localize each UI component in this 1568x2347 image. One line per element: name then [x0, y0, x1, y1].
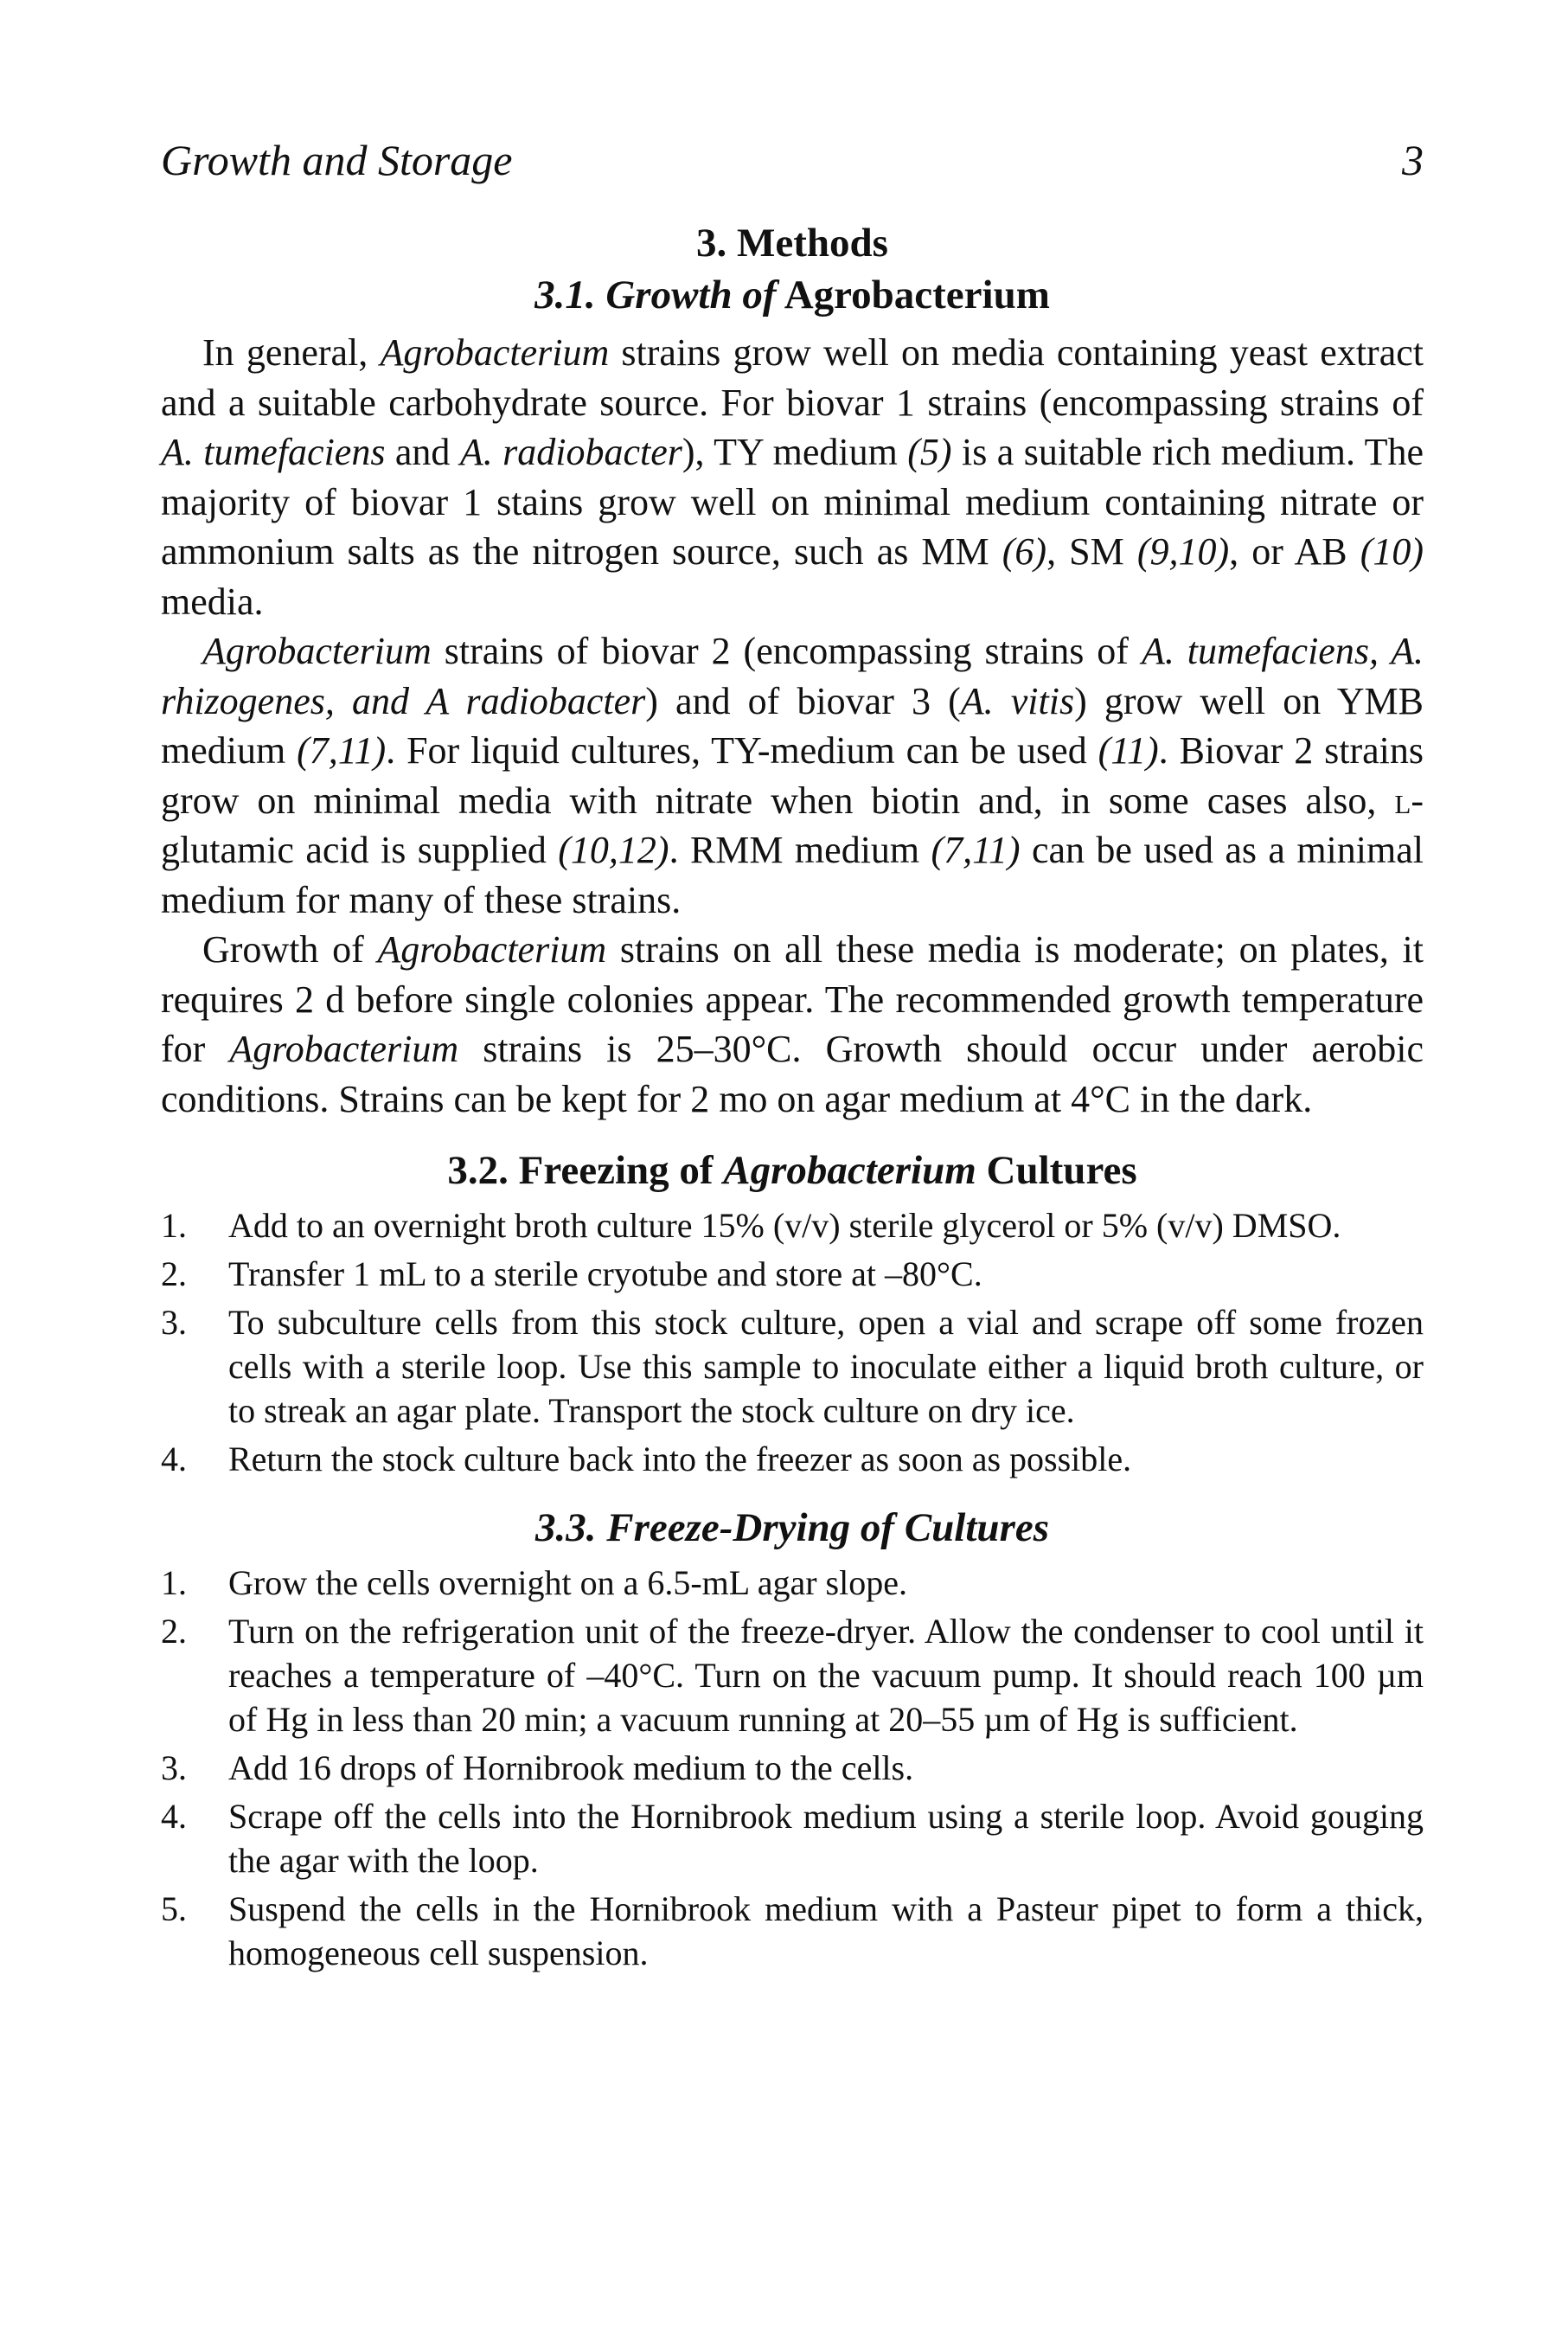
step-number: 5.: [161, 1889, 187, 1928]
list-item: [161, 1300, 1424, 1433]
text-run: strains is 25–30°C. Growth should occur under aerobic conditions. Strains can be kept for 2 mo on agar medium at 4°C in the dark.: [161, 1028, 1424, 1120]
freezing-steps: [161, 1203, 1424, 1481]
list-item: [161, 1887, 1424, 1975]
paragraph: [161, 328, 1424, 626]
text-run: can be used as a minimal medium for many of these strains.: [161, 829, 1424, 921]
italic-run: A. tumefaciens, A. rhizogenes, and A radiobacter: [161, 630, 1424, 722]
methods-heading: 3. Methods: [696, 221, 888, 266]
text-run: , or AB: [1229, 530, 1360, 573]
text-run: ) grow well on YMB medium: [161, 679, 1424, 772]
section-32-title-post: Cultures: [986, 1148, 1137, 1193]
step-number: 1.: [161, 1563, 187, 1602]
step-text: Return the stock culture back into the freezer as soon as possible.: [228, 1440, 1132, 1478]
italic-run: Agrobacterium: [229, 1028, 459, 1070]
step-number: 4.: [161, 1440, 187, 1478]
step-text: Add to an overnight broth culture 15% (v/v) sterile glycerol or 5% (v/v) DMSO.: [228, 1206, 1341, 1245]
step-number: 3.: [161, 1748, 187, 1787]
italic-run: A. vitis: [960, 679, 1075, 722]
section-31-body: [161, 328, 1424, 1124]
text-run: strains grow well on media containing yeast extract and a suitable carbohydrate source. For biovar 1 strains (encompassing strains of: [161, 331, 1424, 424]
text-run: -glutamic acid is supplied: [161, 779, 1424, 871]
italic-run: (11): [1098, 729, 1159, 772]
running-head: [161, 134, 1424, 186]
step-number: 2.: [161, 1254, 187, 1293]
italic-run: Agrobacterium: [377, 928, 607, 971]
section-33-heading: [161, 1504, 1424, 1552]
italic-run: Agrobacterium: [380, 331, 610, 374]
running-title: Growth and Storage: [161, 136, 513, 184]
section-32-title-pre: Freezing of: [518, 1148, 714, 1193]
italic-run: Agrobacterium: [202, 630, 432, 672]
step-text: Transfer 1 mL to a sterile cryotube and store at –80°C.: [228, 1254, 982, 1293]
text-run: ) and of biovar 3 (: [645, 679, 961, 722]
text-run: Growth of: [202, 928, 378, 971]
italic-run: A. tumefaciens: [161, 431, 386, 473]
italic-run: (7,11): [297, 729, 387, 772]
section-32-number: 3.2.: [447, 1148, 509, 1193]
paragraph: [161, 925, 1424, 1124]
list-item: [161, 1437, 1424, 1481]
step-text: Scrape off the cells into the Hornibrook medium using a sterile loop. Avoid gouging the agar with the loop.: [228, 1797, 1424, 1880]
step-text: Add 16 drops of Hornibrook medium to the cells.: [228, 1748, 914, 1787]
step-text: Grow the cells overnight on a 6.5-mL agar slope.: [228, 1563, 907, 1602]
section-32-title-italic: Agrobacterium: [723, 1148, 976, 1193]
list-item: [161, 1203, 1424, 1247]
text-run: ), TY medium: [682, 431, 908, 473]
text-run: strains on all these media is moderate; on plates, it requires 2 d before single colonies appear. The recommended growth temperature for: [161, 928, 1424, 1070]
list-item: [161, 1252, 1424, 1296]
section-31-title-roman: Agrobacterium: [784, 273, 1050, 317]
text-run: , SM: [1046, 530, 1137, 573]
step-number: 1.: [161, 1206, 187, 1245]
italic-run: (6): [1002, 530, 1047, 573]
italic-run: (5): [907, 431, 952, 473]
page-number: 3: [1402, 136, 1424, 184]
text-run: strains of biovar 2 (encompassing strains of: [431, 630, 1142, 672]
italic-run: A. radiobacter: [459, 431, 682, 473]
section-31-number: 3.1.: [534, 273, 596, 317]
section-31-heading: [161, 271, 1424, 319]
text-run: l: [1394, 779, 1411, 822]
text-run: In general,: [202, 331, 381, 374]
section-33-title: Freeze-Drying of Cultures: [606, 1505, 1050, 1550]
step-number: 2.: [161, 1612, 187, 1651]
list-item: [161, 1561, 1424, 1605]
section-33-number: 3.3.: [534, 1505, 597, 1550]
italic-run: (10): [1360, 530, 1424, 573]
step-text: Turn on the refrigeration unit of the freeze-dryer. Allow the condenser to cool until it reaches a temperature of –40°C. Turn on the vacuum pump. It should reach 100 µm of Hg in less than 20 min; a vacuum running at 20–55 µm of Hg is sufficient.: [228, 1612, 1424, 1739]
list-item: [161, 1746, 1424, 1790]
paragraph: [161, 626, 1424, 925]
step-text: To subculture cells from this stock culture, open a vial and scrape off some frozen cells with a sterile loop. Use this sample to inoculate either a liquid broth culture, or to streak an agar plate. Transport the stock culture on dry ice.: [228, 1303, 1424, 1430]
page: [161, 134, 1424, 1979]
text-run: . Biovar 2 strains grow on minimal media with nitrate when biotin and, in some cases also,: [161, 729, 1424, 822]
section-32-heading: [161, 1146, 1424, 1195]
freeze-drying-steps: [161, 1561, 1424, 1975]
text-run: is a suitable rich medium. The majority of biovar 1 stains grow well on minimal medium containing nitrate or ammonium salts as the nitrogen source, such as MM: [161, 431, 1424, 573]
step-text: Suspend the cells in the Hornibrook medium with a Pasteur pipet to form a thick, homogeneous cell suspension.: [228, 1889, 1424, 1972]
step-number: 3.: [161, 1303, 187, 1342]
italic-run: (10,12): [558, 829, 669, 871]
list-item: [161, 1609, 1424, 1741]
text-run: . RMM medium: [669, 829, 931, 871]
text-run: and: [385, 431, 460, 473]
italic-run: (9,10): [1136, 530, 1230, 573]
text-run: media.: [161, 580, 264, 623]
list-item: [161, 1794, 1424, 1882]
section-31-title-italic: Growth of: [605, 273, 777, 317]
step-number: 4.: [161, 1797, 187, 1836]
text-run: . For liquid cultures, TY-medium can be used: [386, 729, 1098, 772]
italic-run: (7,11): [931, 829, 1021, 871]
